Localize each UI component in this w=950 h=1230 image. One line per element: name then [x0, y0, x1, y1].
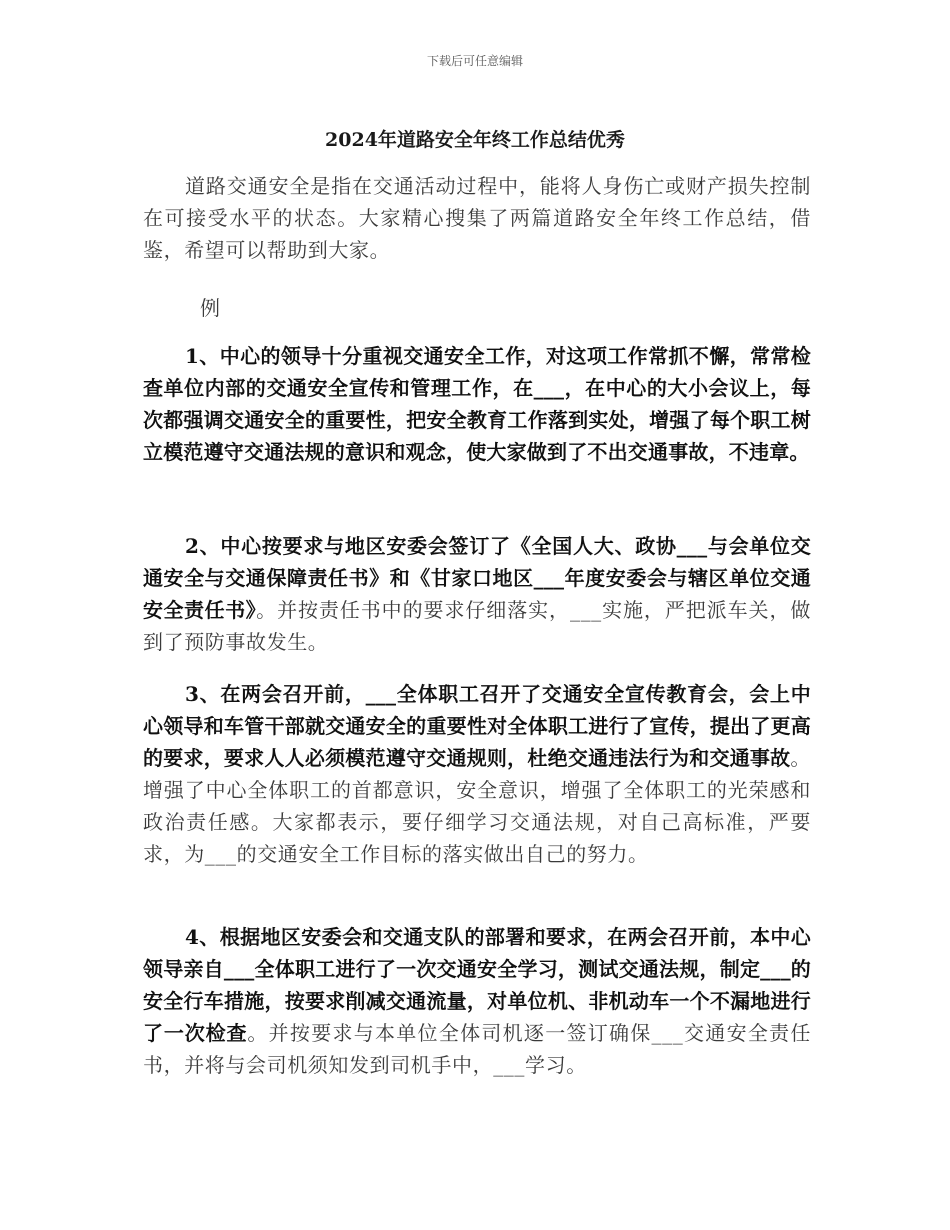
item-paragraph-2	[143, 530, 811, 658]
item-paragraph-4	[143, 921, 811, 1081]
page-header: 下载后可任意编辑	[426, 54, 523, 68]
item-normal-text: 。增强了中心全体职工的首都意识，安全意识，增强了全体职工的光荣感和政治责任感。大家都表示，要仔细学习交通法规，对自己高标准，严要求，为___的交通安全工作目标的落实做出自己的努力。	[143, 746, 811, 866]
intro-paragraph: 道路交通安全是指在交通活动过程中，能将人身伤亡或财产损失控制在可接受水平的状态。大家精心搜集了两篇道路安全年终工作总结，借鉴，希望可以帮助到大家。	[143, 174, 811, 262]
item-bold-text: 2、中心按要求与地区安委会签订了《全国人大、政协___与会单位交通安全与交通保障责任书》和《甘家口地区___年度安委会与辖区单位交通安全责任书》	[143, 534, 811, 622]
document-title: 2024年道路安全年终工作总结优秀	[325, 129, 625, 151]
item-normal-text: 。并按要求与本单位全体司机逐一签订确保___交通安全责任书，并将与会司机须知发到司机手中，___学习。	[143, 1021, 811, 1077]
item-normal-text: 。并按责任书中的要求仔细落实，___实施，严把派车关，做到了预防事故发生。	[143, 598, 811, 654]
item-paragraph-3	[143, 678, 811, 870]
item-bold-text: 1、中心的领导十分重视交通安全工作，对这项工作常抓不懈，常常检查单位内部的交通安全宣传和管理工作，在___，在中心的大小会议上，每次都强调交通安全的重要性，把安全教育工作落到实处，增强了每个职工树立模范遵守交通法规的意识和观念，使大家做到了不出交通事故，不违章。	[143, 344, 811, 464]
item-bold-text: 3、在两会召开前，___全体职工召开了交通安全宣传教育会，会上中心领导和车管干部就交通安全的重要性对全体职工进行了宣传，提出了更高的要求，要求人人必须模范遵守交通规则，杜绝交通违法行为和交通事故	[143, 682, 811, 770]
item-paragraph-1	[143, 340, 811, 468]
example-label: 例	[200, 296, 221, 320]
item-bold-text: 4、根据地区安委会和交通支队的部署和要求，在两会召开前，本中心领导亲自___全体职工进行了一次交通安全学习，测试交通法规，制定___的安全行车措施，按要求削减交通流量，对单位机、非机动车一个不漏地进行了一次检查	[143, 925, 811, 1045]
